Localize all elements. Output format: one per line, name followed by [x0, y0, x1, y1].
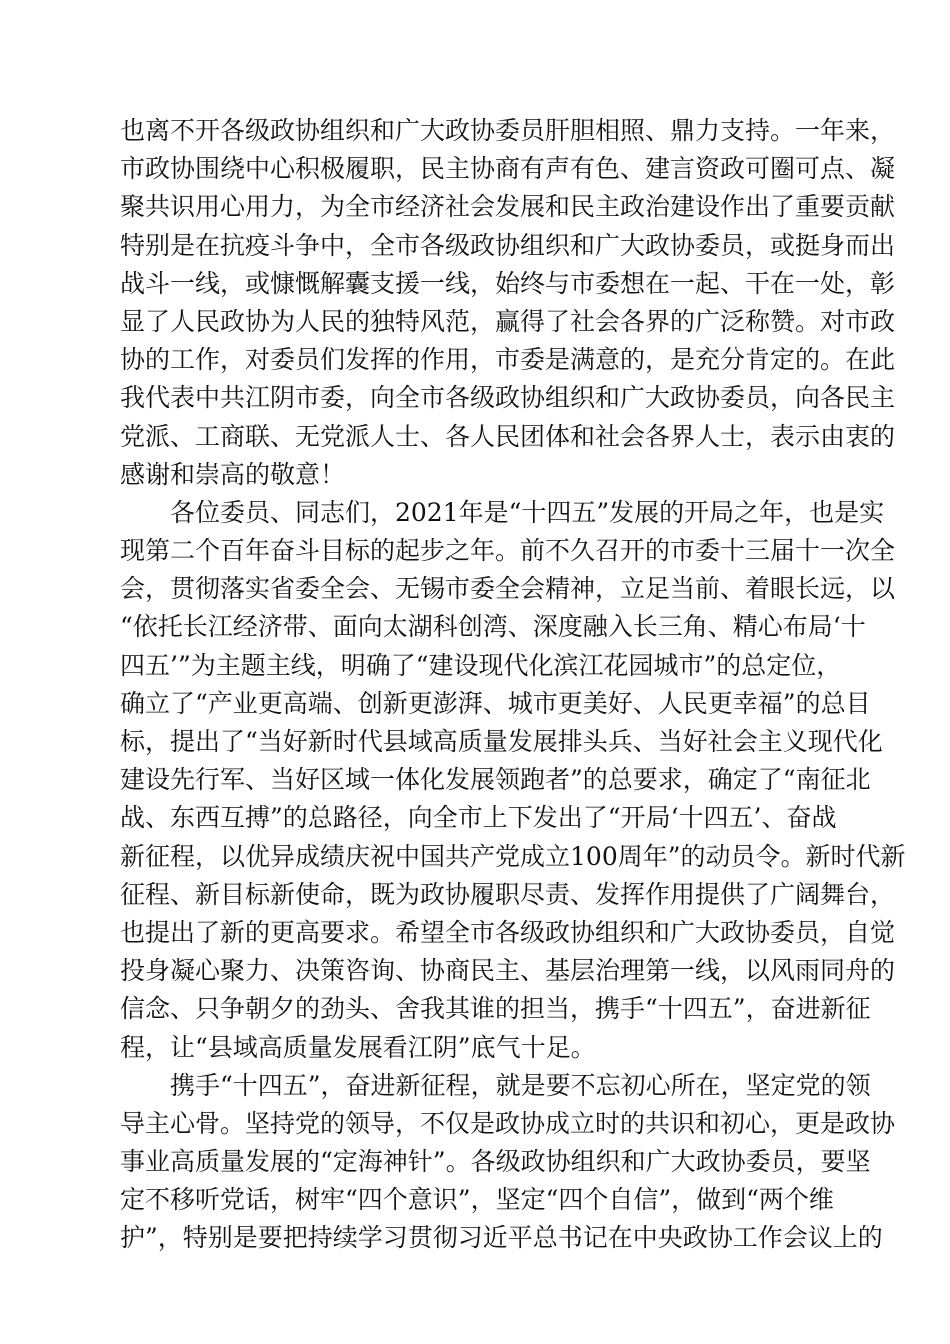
- text-line: “依托长江经济带、面向太湖科创湾、深度融入长三角、精心布局‘十: [120, 612, 866, 642]
- text-line: 特别是在抗疫斗争中，全市各级政协组织和广大政协委员，或挺身而出: [120, 230, 896, 260]
- text-line: 也提出了新的更高要求。希望全市各级政协组织和广大政协委员，自觉: [120, 917, 896, 947]
- text-line: 显了人民政协为人民的独特风范，赢得了社会各界的广泛称赞。对市政: [120, 306, 896, 336]
- paragraph-1: [120, 112, 896, 494]
- text-line: 确立了“产业更高端、创新更澎湃、城市更美好、人民更幸福”的总目: [120, 688, 871, 718]
- text-line: 携手“十四五”，奋进新征程，就是要不忘初心所在，坚定党的领: [170, 1070, 871, 1100]
- text-line: 战斗一线，或慷慨解囊支援一线，始终与市委想在一起、干在一处，彰: [120, 268, 896, 298]
- text-line: 市政协围绕中心积极履职，民主协商有声有色、建言资政可圈可点、凝: [120, 154, 896, 184]
- text-line: 建设先行军、当好区域一体化发展领跑者”的总要求，确定了“南征北: [120, 765, 871, 795]
- text-line: 协的工作，对委员们发挥的作用，市委是满意的，是充分肯定的。在此: [120, 345, 896, 375]
- text-line: 事业高质量发展的“定海神针”。各级政协组织和广大政协委员，要坚: [120, 1147, 871, 1177]
- text-line: 四五’”为主题主线，明确了“建设现代化滨江花园城市”的总定位，: [120, 650, 842, 680]
- text-line: 护”，特别是要把持续学习贯彻习近平总书记在中央政协工作会议上的: [120, 1223, 883, 1253]
- body-text: [120, 112, 906, 1258]
- paragraph-3: [120, 1067, 896, 1258]
- text-line: 征程、新目标新使命，既为政协履职尽责、发挥作用提供了广阔舞台，: [120, 879, 896, 909]
- text-line: 信念、只争朝夕的劲头、舍我其谁的担当，携手“十四五”，奋进新征: [120, 994, 871, 1024]
- text-line: 战、东西互搏”的总路径，向全市上下发出了“开局‘十四五’、奋战: [120, 803, 837, 833]
- text-line: 党派、工商联、无党派人士、各人民团体和社会各界人士，表示由衷的: [120, 421, 896, 451]
- text-line: 聚共识用心用力，为全市经济社会发展和民主政治建设作出了重要贡献: [120, 192, 896, 222]
- text-line: 新征程，以优异成绩庆祝中国共产党成立100周年”的动员令。新时代新: [120, 841, 906, 871]
- text-line: 现第二个百年奋斗目标的起步之年。前不久召开的市委十三届十一次全: [120, 536, 896, 566]
- text-line: 我代表中共江阴市委，向全市各级政协组织和广大政协委员，向各民主: [120, 383, 896, 413]
- text-line: 标，提出了“当好新时代县域高质量发展排头兵、当好社会主义现代化: [120, 727, 883, 756]
- paragraph-2: [120, 494, 906, 1067]
- text-line: 各位委员、同志们，2021年是“十四五”发展的开局之年，也是实: [170, 497, 885, 527]
- text-line: 投身凝心聚力、决策咨询、协商民主、基层治理第一线，以风雨同舟的: [120, 956, 896, 986]
- text-line: 也离不开各级政协组织和广大政协委员肝胆相照、鼎力支持。一年来，: [120, 116, 896, 145]
- text-line: 会，贯彻落实省委全会、无锡市委全会精神，立足当前、着眼长远，以: [120, 574, 896, 604]
- text-line: 导主心骨。坚持党的领导，不仅是政协成立时的共识和初心，更是政协: [120, 1108, 896, 1138]
- text-line: 定不移听党话，树牢“四个意识”，坚定“四个自信”，做到“两个维: [120, 1185, 834, 1215]
- text-line: 感谢和崇高的敬意！: [120, 459, 346, 489]
- text-line: 程，让“县域高质量发展看江阴”底气十足。: [120, 1032, 596, 1062]
